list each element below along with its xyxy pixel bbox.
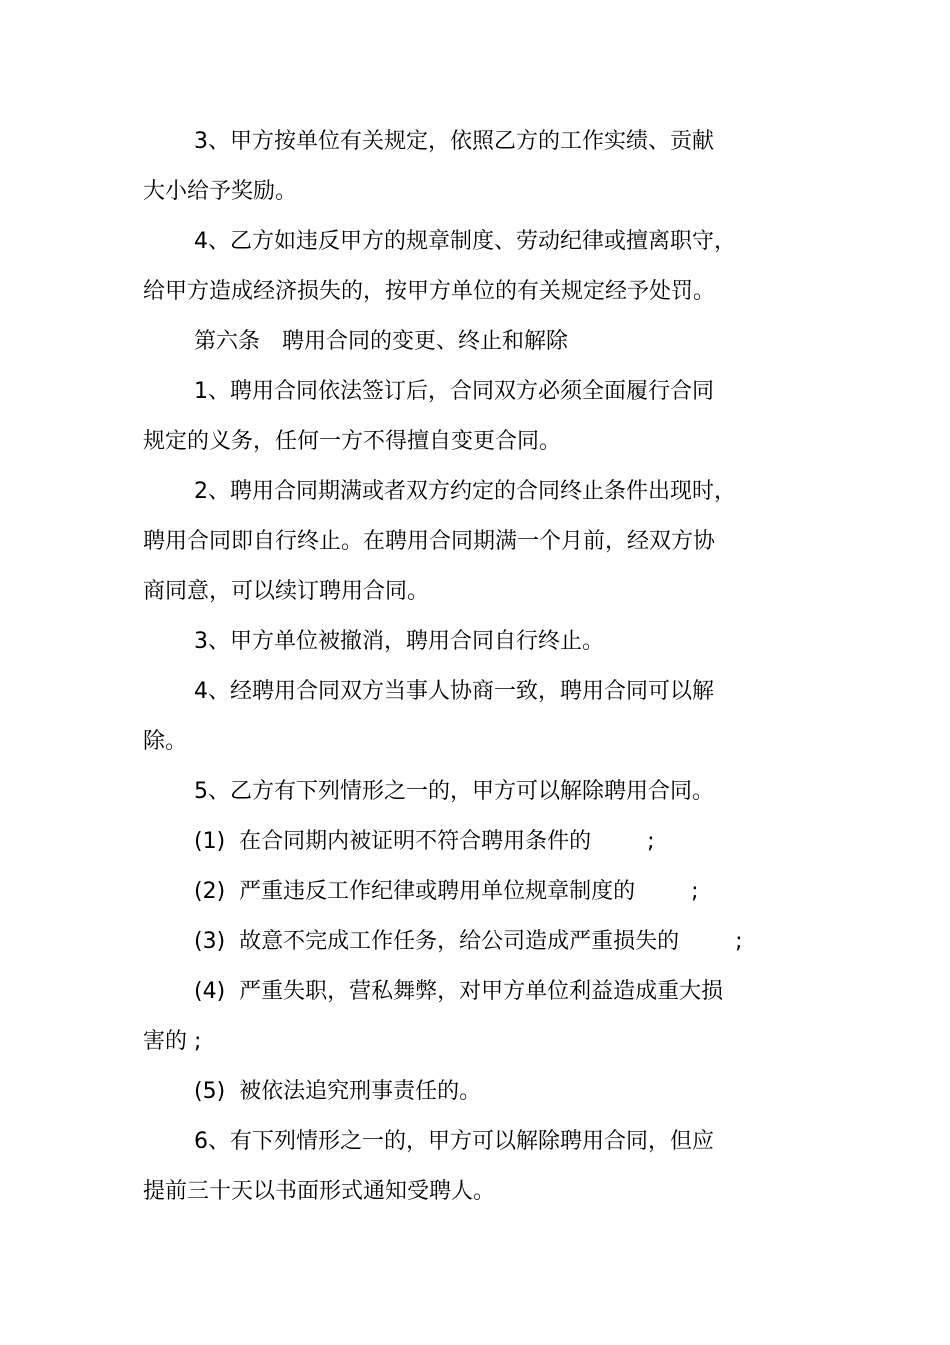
section-heading: 第六条 聘用合同的变更、终止和解除 — [194, 329, 569, 354]
text-line: 3、甲方单位被撤消，聘用合同自行终止。 — [194, 629, 604, 654]
list-item: (4) 严重失职，营私舞弊，对甲方单位利益造成重大损 — [194, 979, 724, 1004]
text-line: 4、经聘用合同双方当事人协商一致，聘用合同可以解 — [194, 679, 714, 704]
text-line: 给甲方造成经济损失的，按甲方单位的有关规定经予处罚。 — [143, 279, 716, 304]
list-item: (2) 严重违反工作纪律或聘用单位规章制度的 ; — [194, 879, 699, 904]
text-line: 3、甲方按单位有关规定，依照乙方的工作实绩、贡献 — [194, 129, 714, 154]
text-line: 4、乙方如违反甲方的规章制度、劳动纪律或擅离职守， — [194, 229, 736, 254]
list-item: (1) 在合同期内被证明不符合聘用条件的 ; — [194, 829, 655, 854]
text-line: 提前三十天以书面形式通知受聘人。 — [143, 1179, 496, 1204]
text-line: 除。 — [143, 729, 188, 754]
text-line: 规定的义务，任何一方不得擅自变更合同。 — [143, 429, 562, 454]
text-line: 商同意，可以续订聘用合同。 — [143, 579, 430, 604]
text-line: 6、有下列情形之一的，甲方可以解除聘用合同，但应 — [194, 1129, 714, 1154]
list-item: (3) 故意不完成工作任务，给公司造成严重损失的 ; — [194, 929, 743, 954]
text-line: 大小给予奖励。 — [143, 179, 298, 204]
text-line: 2、聘用合同期满或者双方约定的合同终止条件出现时， — [194, 479, 736, 504]
text-line: 聘用合同即自行终止。在聘用合同期满一个月前，经双方协 — [143, 529, 716, 554]
list-item: (5) 被依法追究刑事责任的。 — [194, 1079, 482, 1104]
text-line: 害的 ; — [143, 1029, 202, 1054]
text-line: 5、乙方有下列情形之一的，甲方可以解除聘用合同。 — [194, 779, 714, 804]
text-line: 1、聘用合同依法签订后，合同双方必须全面履行合同 — [194, 379, 714, 404]
